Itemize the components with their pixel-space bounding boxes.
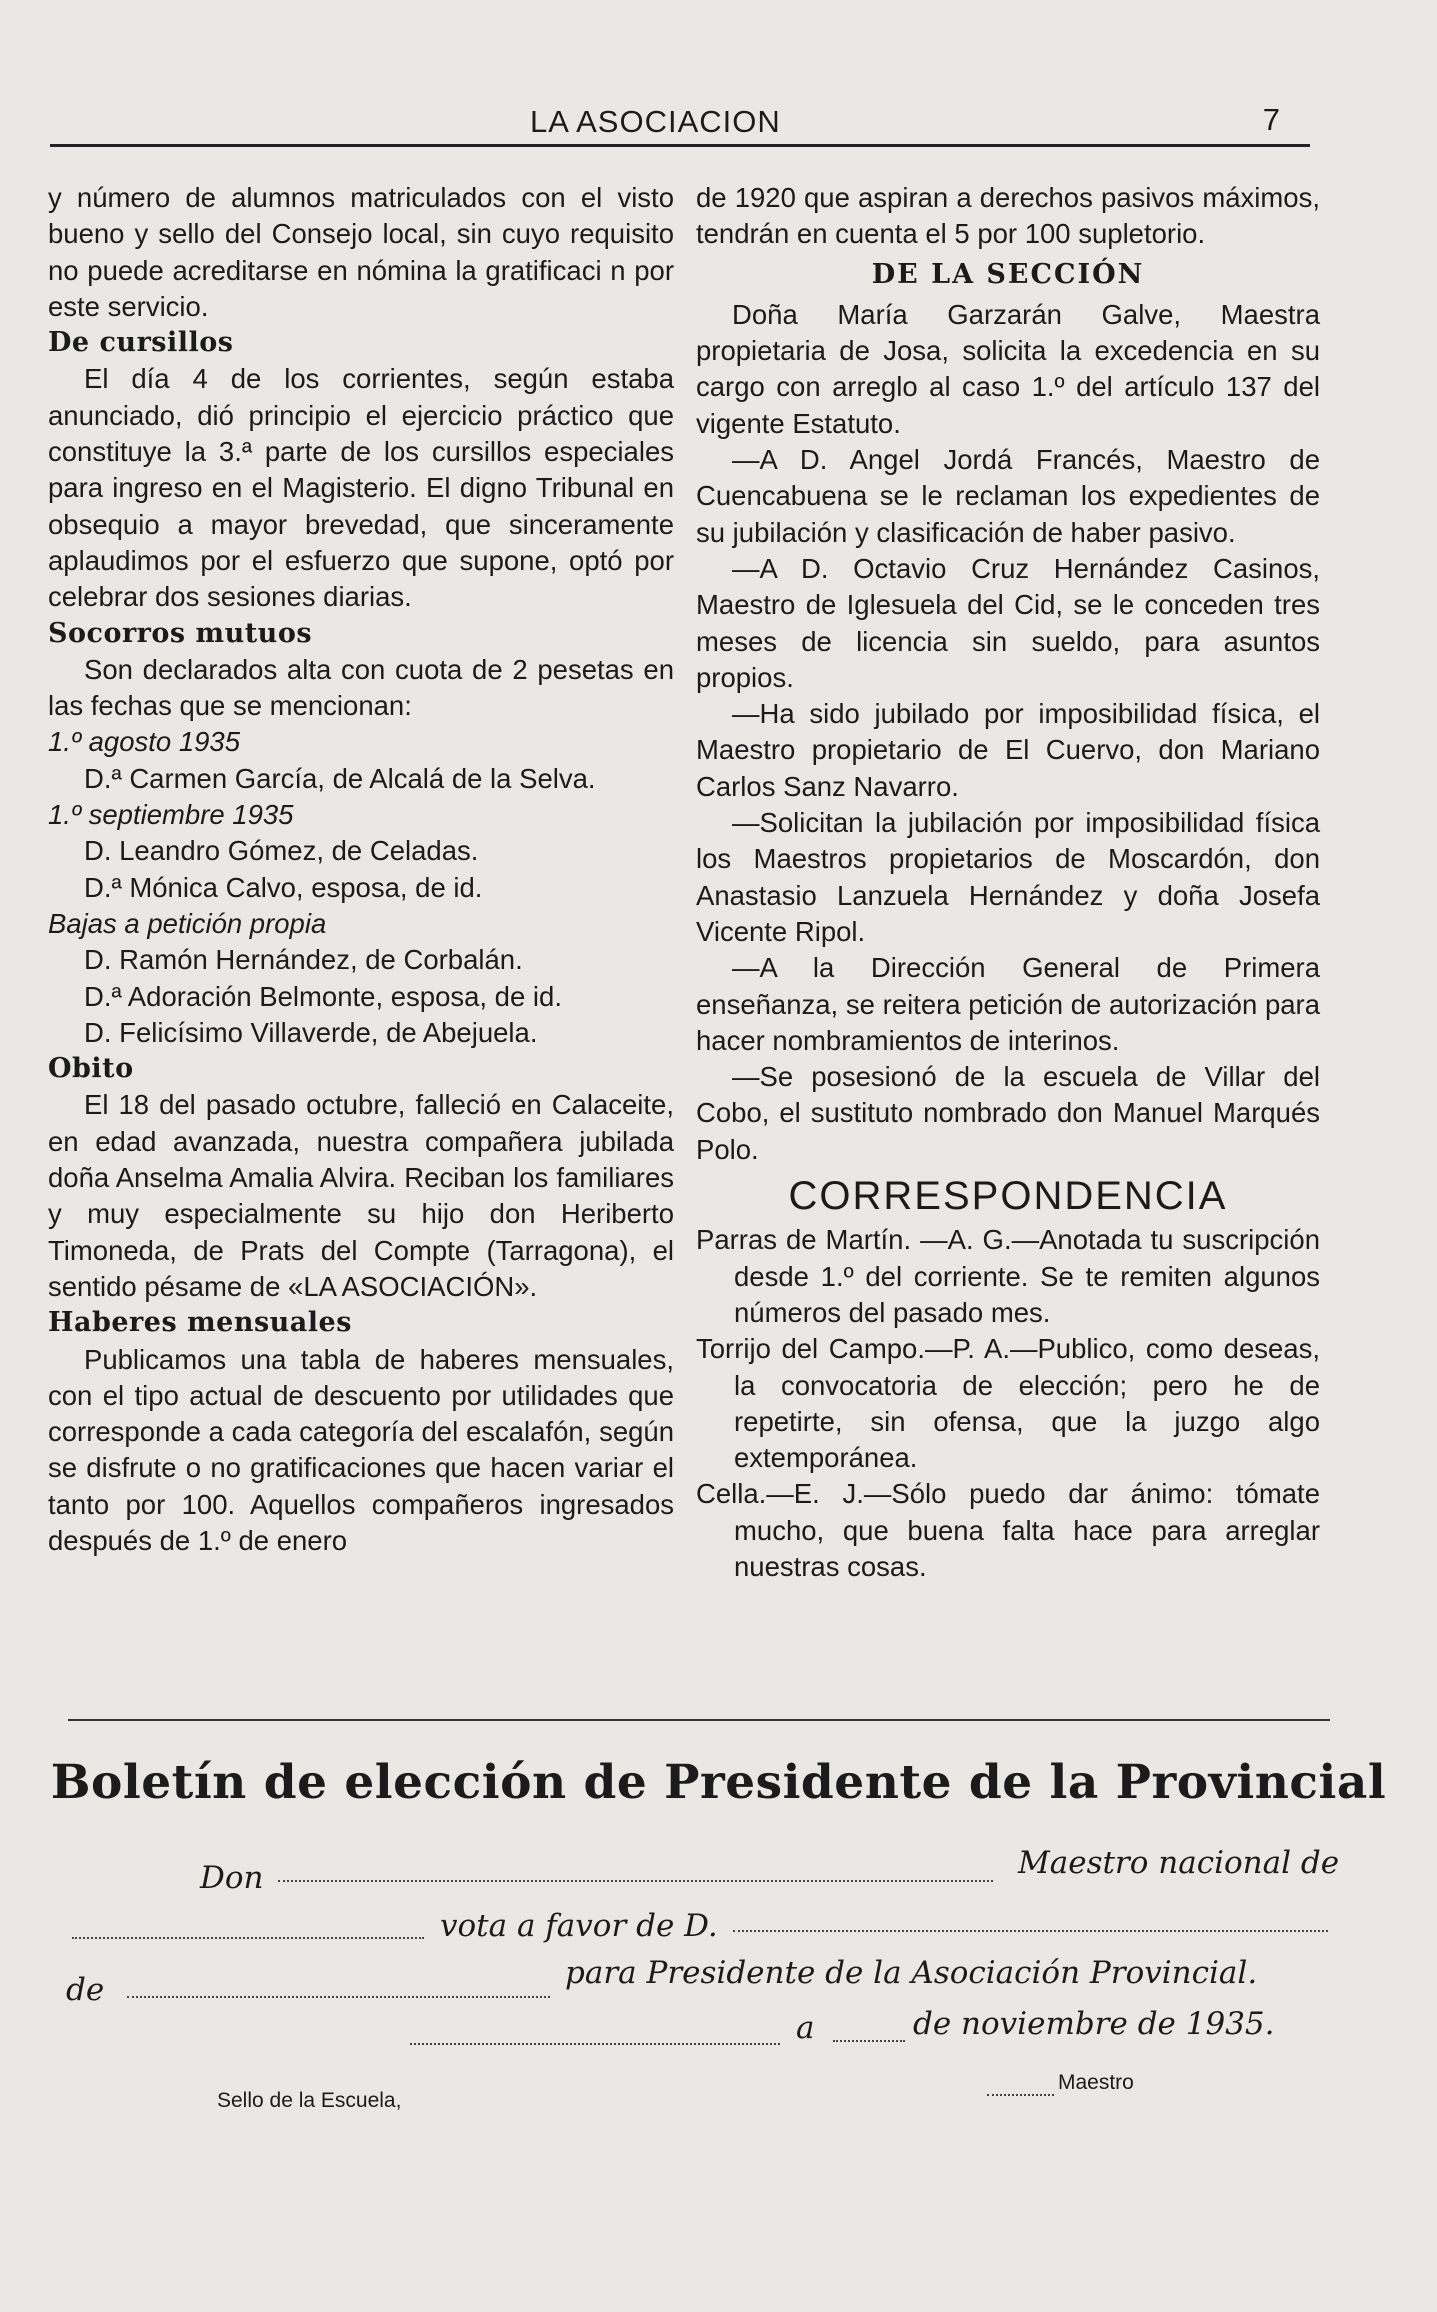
ballot-separator [68, 1719, 1330, 1721]
paragraph: —A la Dirección General de Primera enseñanza, se reitera petición de autorización para hacer nombramientos de interinos. [696, 952, 1320, 1056]
list-item: D. Felicísimo Villaverde, de Abejuela. [84, 1016, 538, 1048]
paragraph: Publicamos una tabla de haberes mensuales, con el tipo actual de descuento por utilidades que corresponde a cada categoría del escalafón, según se disfrute o no gratificaciones que hacen variar el tanto por 100. Aquellos compañeros ingresados después de 1.º de enero [48, 1343, 674, 1556]
paragraph: El 18 del pasado octubre, falleció en Calaceite, en edad avanzada, nuestra compañera jubilada doña Anselma Amalia Alvira. Reciban los familiares y muy especialmente su hijo don Heriberto Timoneda, de Prats del Compte (Tarragona), el sentido pésame de «LA ASOCIACIÓN». [48, 1089, 674, 1302]
paragraph: —Solicitan la jubilación por imposibilidad física los Maestros propietarios de Moscardón, don Anastasio Lanzuela Hernández y doña Josefa Vicente Ripol. [696, 807, 1320, 947]
page-header [50, 100, 1310, 150]
paragraph: —Ha sido jubilado por imposibilidad física, el Maestro propietario de El Cuervo, don Mariano Carlos Sanz Navarro. [696, 698, 1320, 802]
school-seal-label: Sello de la Escuela, [217, 2089, 402, 2112]
town-blank[interactable] [72, 1937, 424, 1939]
list-subheading: Bajas a petición propia [48, 907, 327, 939]
list-item: D. Ramón Hernández, de Corbalán. [84, 944, 523, 976]
section-title-socorros: Socorros mutuos [48, 617, 313, 649]
header-rule [50, 144, 1310, 147]
list-date: 1.º agosto 1935 [48, 726, 241, 758]
right-column [696, 180, 1320, 1585]
paragraph: —Se posesionó de la escuela de Villar del Cobo, el sustituto nombrado don Manuel Marqués Polo. [696, 1061, 1320, 1165]
correspondence-entry: Parras de Martín. —A. G.—Anotada tu suscripción desde 1.º del corriente. Se te remiten algunos números del pasado mes. [696, 1224, 1320, 1328]
ballot-don-label: Don [200, 1860, 264, 1896]
list-item: D. Leandro Gómez, de Celadas. [84, 835, 479, 867]
section-title-seccion: DE LA SECCIÓN [871, 258, 1145, 290]
paragraph: —A D. Angel Jordá Francés, Maestro de Cuencabuena se le reclaman los expedientes de su jubilación y clasificación de haber pasivo. [696, 444, 1320, 548]
correspondence-entry: Cella.—E. J.—Sólo puedo dar ánimo: tómate mucho, que buena falta hace para arreglar nuestras cosas. [696, 1478, 1320, 1582]
member-list [48, 724, 674, 1051]
section-title-haberes: Haberes mensuales [48, 1307, 352, 1339]
list-date: 1.º septiembre 1935 [48, 799, 294, 831]
province-blank[interactable] [127, 1996, 550, 1998]
ballot-de-label: de [66, 1972, 105, 2008]
ballot-title: Boletín de elección de Presidente de la Provincial [50, 1755, 1387, 1810]
paragraph: Son declarados alta con cuota de 2 pesetas en las fechas que se mencionan: [48, 653, 674, 722]
ballot-a-label: a [796, 2010, 815, 2046]
list-item: D.ª Adoración Belmonte, esposa, de id. [84, 980, 562, 1012]
paragraph: y número de alumnos matriculados con el visto bueno y sello del Consejo local, sin cuyo requisito no puede acreditarse en nómina la gratificaci n por este servicio. [48, 182, 674, 322]
list-item: D.ª Mónica Calvo, esposa, de id. [84, 871, 483, 903]
paragraph: de 1920 que aspiran a derechos pasivos máximos, tendrán en cuenta el 5 por 100 supletorio. [696, 182, 1320, 250]
day-blank[interactable] [833, 2040, 905, 2042]
page-number: 7 [1262, 102, 1280, 137]
maestro-signature-label: Maestro [1058, 2071, 1134, 2094]
ballot-para-label: para Presidente de la Asociación Provincial. [565, 1955, 1258, 1991]
list-item: D.ª Carmen García, de Alcalá de la Selva. [84, 762, 596, 794]
section-title-cursillos: De cursillos [48, 327, 234, 359]
paragraph: —A D. Octavio Cruz Hernández Casinos, Maestro de Iglesuela del Cid, se le conceden tres meses de licencia sin sueldo, para asuntos propios. [696, 552, 1320, 693]
correspondence-title: CORRESPONDENCIA [788, 1174, 1228, 1219]
name-blank[interactable] [278, 1880, 993, 1882]
correspondence-entry: Torrijo del Campo.—P. A.—Publico, como deseas, la convocatoria de elección; pero he de repetirte, sin ofensa, que la juzgo algo extemporánea. [696, 1333, 1320, 1474]
paragraph: Doña María Garzarán Galve, Maestra propietaria de Josa, solicita la excedencia en su cargo con arreglo al caso 1.º del artículo 137 del vigente Estatuto. [696, 298, 1320, 439]
ballot-vota-label: vota a favor de D. [440, 1908, 718, 1944]
section-title-obito: Obito [48, 1053, 134, 1085]
ballot-date: de noviembre de 1935. [913, 2006, 1275, 2042]
ballot-maestro-nacional-label: Maestro nacional de [1018, 1845, 1340, 1881]
left-column [48, 180, 674, 1559]
paragraph: El día 4 de los corrientes, según estaba anunciado, dió principio el ejercicio práctico que constituye la 3.ª parte de los cursillos especiales para ingreso en el Magisterio. El digno Tribunal en obsequio a mayor brevedad, que sinceramente aplaudimos por el esfuerzo que supone, optó por celebrar dos sesiones diarias. [48, 363, 674, 613]
publication-title: LA ASOCIACION [530, 104, 781, 139]
correspondence-section [696, 1174, 1320, 1585]
candidate-blank[interactable] [733, 1930, 1328, 1932]
signature-blank[interactable] [987, 2094, 1054, 2096]
place-blank[interactable] [410, 2043, 780, 2045]
